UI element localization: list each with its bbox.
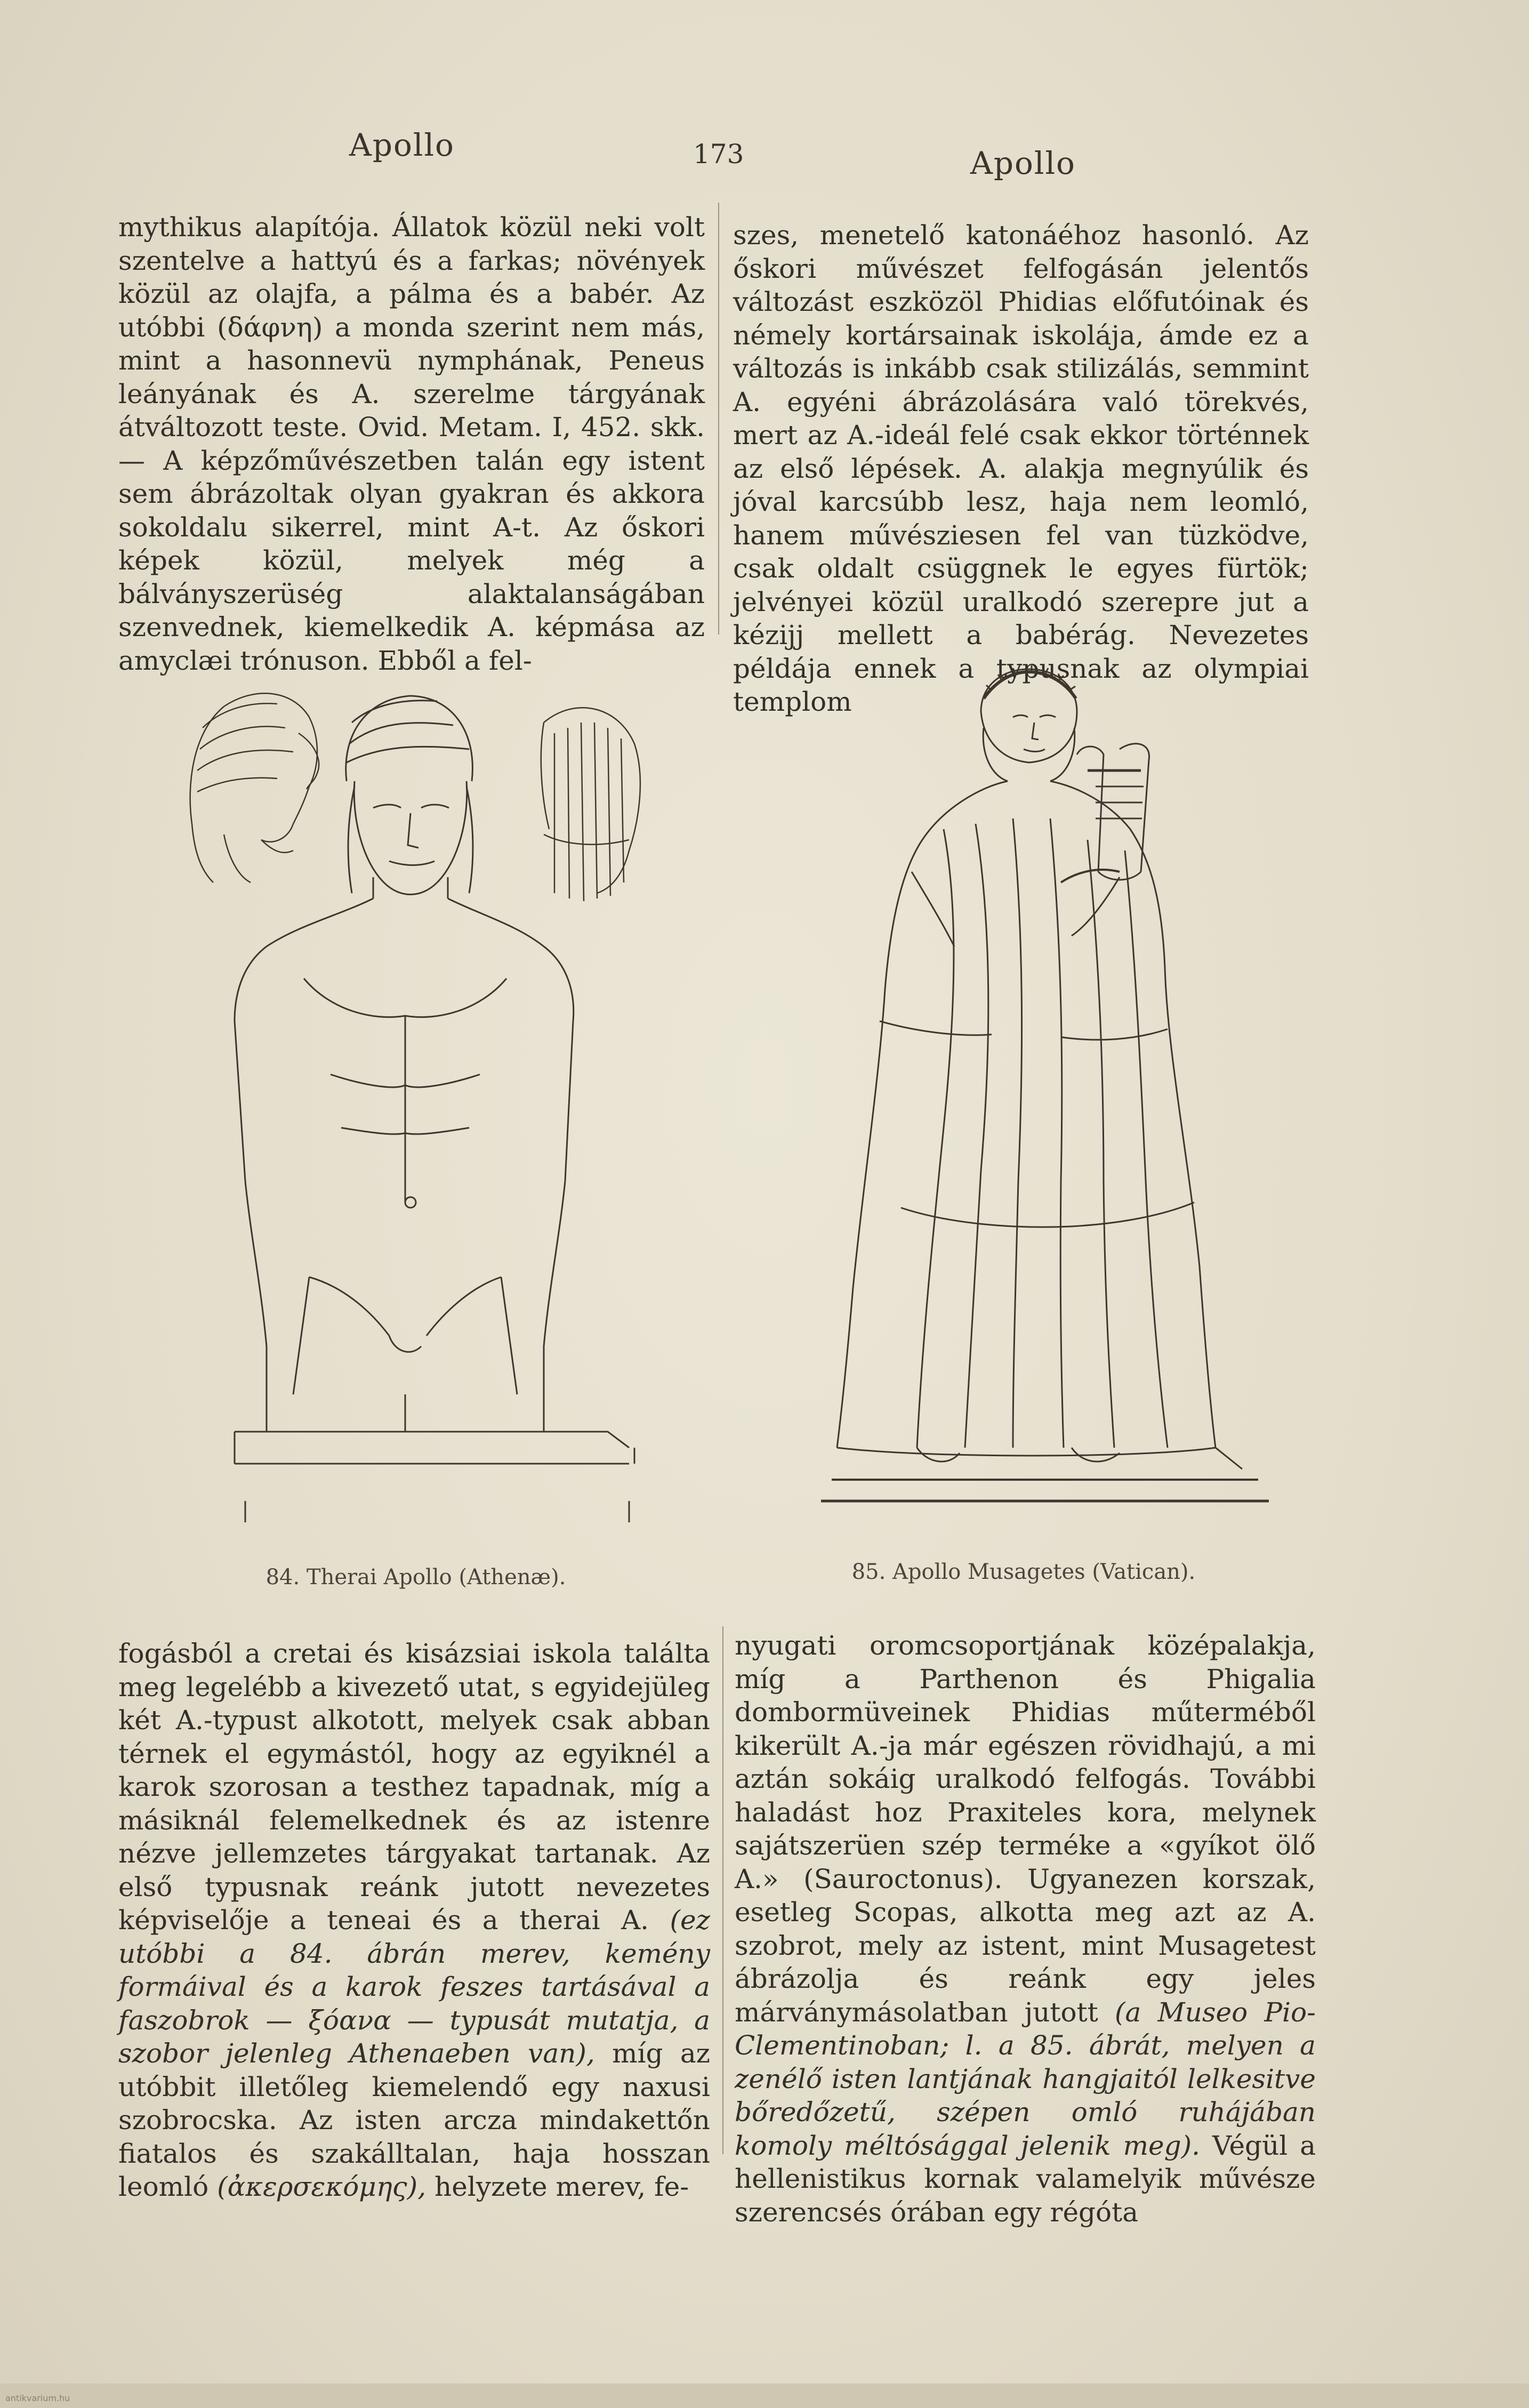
profile-head-left xyxy=(190,693,319,882)
running-head-left: Apollo xyxy=(349,127,455,163)
edge-watermark: antikvarium.hu xyxy=(5,2393,70,2403)
top-column-divider xyxy=(718,203,719,635)
bottom-right-text-2: Végül a hellenistikus kornak valamelyik művésze szerencsés órában egy régóta xyxy=(735,2130,1316,2228)
figure-84-therai-apollo-statue xyxy=(171,648,650,1554)
bottom-left-italic-1: (ez utóbbi a 84. ábrán merev, kemény formáival és a karok feszes tartásával a faszobrok — ξόανα — typusát mutatja, a szobor jelenleg Athenaeben van), xyxy=(118,1905,710,2069)
laurel-wreath-head xyxy=(981,665,1077,781)
figure-85-apollo-musagetes-statue xyxy=(821,648,1269,1554)
bottom-right-paragraph xyxy=(735,1629,1316,2229)
bottom-left-text-2: míg az utóbbit illetőleg kiemelendő egy naxusi szobrocska. Az isten arcza mindakettőn fiatalos és szakálltalan, haja hosszan leomló xyxy=(118,2038,710,2202)
figure-84-caption: 84. Therai Apollo (Athenæ). xyxy=(265,1565,566,1590)
frontal-head xyxy=(346,696,473,898)
bottom-left-text-3: helyzete merev, fe- xyxy=(426,2171,689,2202)
running-head-right: Apollo xyxy=(970,145,1076,181)
top-left-column: mythikus alapítója. Állatok közül neki volt szentelve a hattyú és a farkas; növények közül az olajfa, a pálma és a babér. Az utóbbi (δάφνη) a monda szerint nem más, mint a hasonnevü nymphának, Peneus leányának és A. szerelme tárgyának átváltozott teste. Ovid. Metam. I, 452. skk. — A képzőművészetben talán egy istent sem ábrázoltak olyan gyakran és akkora sokoldalu sikerrel, mint A-t. Az őskori képek közül, melyek még a bálványszerüség alaktalanságában szenvednek, kiemelkedik A. képmása az amyclæi trónuson. Ebből a fel- xyxy=(118,212,705,676)
bottom-right-italic-1: (a Museo Pio-Clementinoban; l. a 85. ábrát, melyen a zenélő isten lantjának hangjaitól lelkesitve bőredőzetű, szépen omló ruhájában komoly méltósággal jelenik meg). xyxy=(735,1996,1316,2161)
torso xyxy=(235,898,574,1432)
page-number: 173 xyxy=(693,139,744,170)
bottom-left-text-1: fogásból a cretai és kisázsiai iskola találta meg legelébb a kivezető utat, s egyidejüleg két A.-typust alkotott, melyek csak abban térnek el egymástól, hogy az egyiknél a karok szorosan a testhez tapadnak, míg a másiknál felemelkednek és az istenre nézve jellemzetes tárgyakat tartanak. Az első typusnak reánk jutott nevezetes képviselője a teneai és a therai A. xyxy=(118,1638,710,1936)
bottom-right-column xyxy=(735,1629,1316,2229)
figure-85-caption: 85. Apollo Musagetes (Vatican). xyxy=(851,1560,1196,1584)
bottom-left-italic-2: (ἀκερσεκόμης), xyxy=(217,2171,426,2202)
statue-ground xyxy=(821,1448,1269,1501)
back-head-right xyxy=(541,708,640,901)
bottom-column-divider xyxy=(722,1626,723,2154)
bottom-left-paragraph xyxy=(118,1637,710,2204)
flowing-robe xyxy=(837,781,1216,1448)
bottom-left-column xyxy=(118,1637,710,2204)
top-right-column: szes, menetelő katonáéhoz hasonló. Az őskori művészet felfogásán jelentős változást eszközöl Phidias előfutóinak és némely kortársainak iskolája, ámde ez a változás is inkább csak stilizálás, semmint A. egyéni ábrázolására való törekvés, mert az A.-ideál felé csak ekkor történnek az első lépések. A. alakja megnyúlik és jóval karcsúbb lesz, haja nem leomló, hanem művésziesen fel van tüzködve, csak oldalt csüggnek le egyes fürtök; jelvényei közül uralkodó szerepre jut a kézijj mellett a babérág. Nevezetes példája ennek a typusnak az olympiai templom xyxy=(733,220,1309,717)
bottom-edge-strip xyxy=(0,2383,1529,2408)
bottom-right-text-1: nyugati oromcsoportjának középalakja, míg a Parthenon és Phigalia dombormüveinek Phidias műterméből kikerült A.-ja már egészen rövidhajú, a mi aztán sokáig uralkodó felfogás. További haladást hoz Praxiteles kora, melynek sajátszerüen szép terméke a «gyíkot ölő A.» (Sauroctonus). Ugyanezen korszak, esetleg Scopas, alkotta meg azt az A. szobrot, mely az istent, mint Musagetest ábrázolja és reánk egy jeles márványmásolatban jutott xyxy=(735,1630,1316,2028)
statue-base xyxy=(235,1432,634,1522)
